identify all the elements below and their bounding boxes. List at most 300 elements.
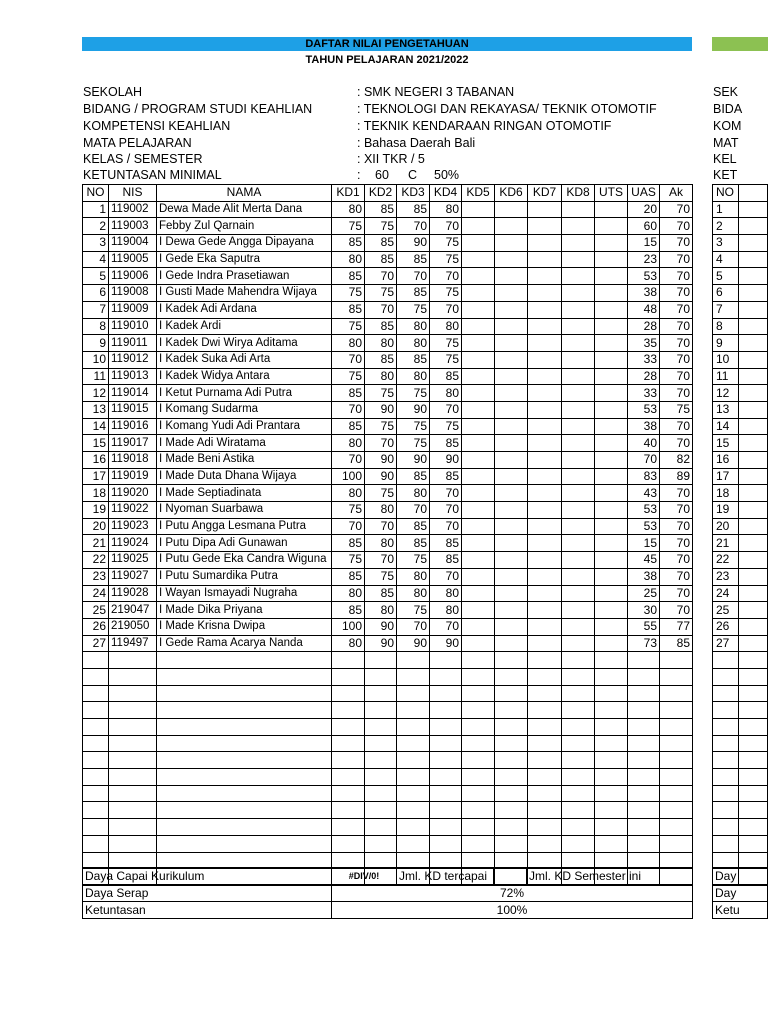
cell-no: 27 <box>83 635 109 652</box>
student-nis: 119006 <box>109 268 157 285</box>
table-row <box>83 452 693 469</box>
table-row <box>83 502 693 519</box>
cell-ak: 70 <box>660 318 693 335</box>
cell-kd2: 75 <box>365 385 397 402</box>
cell-empty <box>528 752 562 769</box>
subject-label: MATA PELAJARAN <box>83 136 192 150</box>
cell-empty <box>495 702 528 719</box>
empty-row <box>83 752 693 769</box>
cell-kd2: 70 <box>365 552 397 569</box>
empty-row <box>83 769 693 786</box>
cell-empty <box>628 719 660 736</box>
cell-empty <box>495 401 528 418</box>
column-header: KD7 <box>528 185 562 202</box>
cell-empty <box>462 602 495 619</box>
grade-table <box>82 184 693 886</box>
cell-empty <box>430 819 462 836</box>
cell-ak: 77 <box>660 618 693 635</box>
cell-no: 10 <box>83 351 109 368</box>
cell-empty <box>495 652 528 669</box>
cell-empty <box>595 668 628 685</box>
cell-empty <box>660 785 693 802</box>
student-nis: 119015 <box>109 401 157 418</box>
next-sheet-row-number: 2 <box>713 218 739 235</box>
next-sheet-row-number: 10 <box>713 351 739 368</box>
cell-empty <box>495 552 528 569</box>
cell-empty <box>495 335 528 352</box>
cell-kd2: 75 <box>365 568 397 585</box>
next-sheet-row-number: 15 <box>713 435 739 452</box>
cell-empty <box>528 602 562 619</box>
cell-empty <box>430 802 462 819</box>
cell-empty <box>462 301 495 318</box>
student-name: I Kadek Adi Ardana <box>157 301 332 318</box>
cell-empty <box>462 769 495 786</box>
cell-empty <box>528 802 562 819</box>
cell-ak: 70 <box>660 485 693 502</box>
cell-kd2: 85 <box>365 351 397 368</box>
subject-value: : Bahasa Daerah Bali <box>357 136 476 150</box>
cell-no: 24 <box>83 585 109 602</box>
cell-empty <box>528 318 562 335</box>
table-row <box>83 535 693 552</box>
cell-empty <box>595 618 628 635</box>
cell-no: 13 <box>83 401 109 418</box>
next-sheet-row-number: 6 <box>713 285 739 302</box>
cell-kd3: 75 <box>397 418 430 435</box>
next-sheet-label: KET <box>713 168 738 182</box>
cell-empty <box>430 752 462 769</box>
cell-empty <box>83 802 109 819</box>
cell-empty <box>562 585 595 602</box>
cell-empty <box>397 769 430 786</box>
cell-empty <box>528 668 562 685</box>
cell-empty <box>660 652 693 669</box>
next-sheet-row-number: 25 <box>713 602 739 619</box>
cell-empty <box>562 235 595 252</box>
cell-empty <box>562 602 595 619</box>
cell-kd2: 75 <box>365 218 397 235</box>
cell-no: 19 <box>83 502 109 519</box>
student-name: I Komang Yudi Adi Prantara <box>157 418 332 435</box>
next-sheet-row-number: 16 <box>713 452 739 469</box>
cell-empty <box>562 318 595 335</box>
cell-uas: 55 <box>628 618 660 635</box>
minimum-label: KETUNTASAN MINIMAL <box>83 168 222 182</box>
cell-empty <box>365 769 397 786</box>
cell-empty <box>109 802 157 819</box>
cell-empty <box>83 769 109 786</box>
cell-kd4: 85 <box>430 368 462 385</box>
cell-kd4: 80 <box>430 318 462 335</box>
empty-row <box>83 785 693 802</box>
cell-kd1: 80 <box>332 335 365 352</box>
cell-uas: 28 <box>628 318 660 335</box>
cell-empty <box>562 351 595 368</box>
cell-empty <box>365 785 397 802</box>
cell-kd1: 85 <box>332 418 365 435</box>
cell-empty <box>495 719 528 736</box>
student-name: I Gede Indra Prasetiawan <box>157 268 332 285</box>
cell-empty <box>109 835 157 852</box>
table-row <box>83 301 693 318</box>
cell-empty <box>660 668 693 685</box>
student-nis: 219050 <box>109 618 157 635</box>
table-row <box>83 285 693 302</box>
cell-ak: 70 <box>660 385 693 402</box>
cell-empty <box>562 668 595 685</box>
kd-reached-value <box>494 868 527 885</box>
next-sheet-row-number: 13 <box>713 401 739 418</box>
cell-kd3: 90 <box>397 452 430 469</box>
cell-kd3: 90 <box>397 635 430 652</box>
cell-empty <box>397 735 430 752</box>
cell-empty <box>495 318 528 335</box>
cell-empty <box>495 518 528 535</box>
student-name: I Gede Eka Saputra <box>157 251 332 268</box>
cell-empty <box>109 735 157 752</box>
student-name: Febby Zul Qarnain <box>157 218 332 235</box>
next-sheet-row-number: 3 <box>713 235 739 252</box>
cell-uas: 53 <box>628 518 660 535</box>
cell-kd2: 70 <box>365 301 397 318</box>
cell-kd1: 85 <box>332 301 365 318</box>
cell-empty <box>109 668 157 685</box>
minimum-grade: C <box>408 168 418 182</box>
cell-empty <box>562 719 595 736</box>
column-header: Ak <box>660 185 693 202</box>
student-nis: 119008 <box>109 285 157 302</box>
cell-empty <box>462 502 495 519</box>
cell-ak: 70 <box>660 435 693 452</box>
cell-ak: 70 <box>660 418 693 435</box>
cell-kd1: 75 <box>332 218 365 235</box>
cell-uas: 48 <box>628 301 660 318</box>
student-name: I Kadek Dwi Wirya Aditama <box>157 335 332 352</box>
summary-row-curriculum <box>83 868 693 885</box>
cell-empty <box>562 435 595 452</box>
cell-empty <box>562 418 595 435</box>
school-label: SEKOLAH <box>83 85 143 99</box>
cell-empty <box>528 835 562 852</box>
cell-empty <box>528 335 562 352</box>
cell-kd3: 90 <box>397 401 430 418</box>
cell-empty <box>595 251 628 268</box>
cell-empty <box>528 635 562 652</box>
cell-empty <box>397 652 430 669</box>
table-row <box>83 602 693 619</box>
cell-empty <box>462 685 495 702</box>
cell-kd3: 80 <box>397 485 430 502</box>
cell-kd3: 85 <box>397 251 430 268</box>
absorption-value: 72% <box>332 885 693 902</box>
next-sheet-row-number: 23 <box>713 568 739 585</box>
cell-uas: 38 <box>628 568 660 585</box>
cell-no: 3 <box>83 235 109 252</box>
cell-empty <box>109 785 157 802</box>
cell-empty <box>562 635 595 652</box>
cell-no: 2 <box>83 218 109 235</box>
empty-row <box>83 719 693 736</box>
student-name: I Ketut Purnama Adi Putra <box>157 385 332 402</box>
cell-empty <box>528 268 562 285</box>
cell-kd4: 90 <box>430 635 462 652</box>
cell-kd2: 85 <box>365 251 397 268</box>
cell-empty <box>462 668 495 685</box>
cell-kd4: 80 <box>430 602 462 619</box>
cell-empty <box>332 719 365 736</box>
table-row <box>83 568 693 585</box>
cell-kd3: 70 <box>397 218 430 235</box>
cell-ak: 70 <box>660 368 693 385</box>
cell-empty <box>595 318 628 335</box>
cell-empty <box>109 652 157 669</box>
cell-empty <box>462 418 495 435</box>
cell-kd1: 80 <box>332 585 365 602</box>
cell-empty <box>83 668 109 685</box>
cell-kd4: 75 <box>430 351 462 368</box>
cell-no: 22 <box>83 552 109 569</box>
cell-empty <box>595 418 628 435</box>
cell-no: 14 <box>83 418 109 435</box>
cell-empty <box>332 785 365 802</box>
cell-empty <box>595 351 628 368</box>
cell-ak: 82 <box>660 452 693 469</box>
cell-empty <box>562 652 595 669</box>
cell-kd3: 85 <box>397 285 430 302</box>
table-row <box>83 201 693 218</box>
next-sheet-row-number: 22 <box>713 552 739 569</box>
cell-kd3: 85 <box>397 468 430 485</box>
cell-kd1: 75 <box>332 552 365 569</box>
cell-uas: 23 <box>628 251 660 268</box>
cell-empty <box>462 285 495 302</box>
cell-empty <box>595 502 628 519</box>
cell-uas: 33 <box>628 351 660 368</box>
column-header: KD1 <box>332 185 365 202</box>
cell-empty <box>562 218 595 235</box>
cell-ak: 70 <box>660 568 693 585</box>
table-row <box>83 335 693 352</box>
cell-kd4: 70 <box>430 218 462 235</box>
student-nis: 119017 <box>109 435 157 452</box>
cell-empty <box>528 435 562 452</box>
column-header: KD4 <box>430 185 462 202</box>
cell-kd4: 70 <box>430 485 462 502</box>
cell-kd1: 75 <box>332 318 365 335</box>
cell-kd2: 75 <box>365 485 397 502</box>
column-header: NO <box>83 185 109 202</box>
cell-ak: 75 <box>660 401 693 418</box>
cell-empty <box>462 802 495 819</box>
cell-empty <box>109 702 157 719</box>
student-name: I Putu Sumardika Putra <box>157 568 332 585</box>
student-name: I Made Krisna Dwipa <box>157 618 332 635</box>
student-name: I Dewa Gede Angga Dipayana <box>157 235 332 252</box>
cell-kd4: 70 <box>430 568 462 585</box>
cell-kd4: 75 <box>430 335 462 352</box>
cell-empty <box>495 635 528 652</box>
cell-empty <box>495 685 528 702</box>
student-name: I Putu Dipa Adi Gunawan <box>157 535 332 552</box>
cell-empty <box>528 301 562 318</box>
cell-empty <box>462 618 495 635</box>
cell-empty <box>595 285 628 302</box>
empty-row <box>83 835 693 852</box>
table-row <box>83 468 693 485</box>
student-nis: 119027 <box>109 568 157 585</box>
cell-empty <box>495 201 528 218</box>
cell-empty <box>528 702 562 719</box>
cell-empty <box>562 568 595 585</box>
next-sheet-row-number: 12 <box>713 385 739 402</box>
cell-empty <box>109 685 157 702</box>
next-sheet-label: KOM <box>713 119 742 133</box>
cell-empty <box>562 201 595 218</box>
cell-kd4: 75 <box>430 418 462 435</box>
next-sheet-label: BIDA <box>713 102 743 116</box>
cell-empty <box>332 835 365 852</box>
cell-kd3: 75 <box>397 435 430 452</box>
student-nis: 119011 <box>109 335 157 352</box>
cell-empty <box>628 685 660 702</box>
cell-empty <box>528 568 562 585</box>
student-name: I Putu Gede Eka Candra Wiguna <box>157 552 332 569</box>
cell-empty <box>462 351 495 368</box>
cell-empty <box>495 585 528 602</box>
cell-empty <box>109 769 157 786</box>
next-sheet-header: NO <box>713 185 739 202</box>
school-value: : SMK NEGERI 3 TABANAN <box>357 85 515 99</box>
cell-kd4: 75 <box>430 251 462 268</box>
cell-empty <box>595 368 628 385</box>
cell-empty <box>462 535 495 552</box>
cell-no: 4 <box>83 251 109 268</box>
cell-empty <box>528 235 562 252</box>
cell-kd2: 75 <box>365 418 397 435</box>
cell-ak: 70 <box>660 301 693 318</box>
cell-kd4: 70 <box>430 401 462 418</box>
cell-kd3: 85 <box>397 201 430 218</box>
cell-empty <box>495 301 528 318</box>
cell-no: 17 <box>83 468 109 485</box>
next-sheet-row-number: 5 <box>713 268 739 285</box>
minimum-score: 60 <box>375 168 389 182</box>
cell-ak: 70 <box>660 351 693 368</box>
cell-no: 12 <box>83 385 109 402</box>
cell-empty <box>462 752 495 769</box>
cell-empty <box>628 819 660 836</box>
next-sheet-label: SEK <box>713 85 739 99</box>
student-nis: 119002 <box>109 201 157 218</box>
cell-empty <box>462 552 495 569</box>
cell-empty <box>562 702 595 719</box>
table-row <box>83 418 693 435</box>
cell-ak: 70 <box>660 218 693 235</box>
next-sheet-footer-label: Ketu <box>713 902 768 919</box>
cell-kd1: 75 <box>332 285 365 302</box>
cell-empty <box>462 268 495 285</box>
cell-empty <box>562 552 595 569</box>
cell-kd4: 70 <box>430 518 462 535</box>
cell-empty <box>562 735 595 752</box>
cell-empty <box>495 618 528 635</box>
cell-kd2: 90 <box>365 468 397 485</box>
cell-empty <box>628 702 660 719</box>
student-nis: 119020 <box>109 485 157 502</box>
cell-kd1: 75 <box>332 502 365 519</box>
next-sheet-row-number: 19 <box>713 502 739 519</box>
info-row-school <box>83 84 703 100</box>
cell-empty <box>495 218 528 235</box>
cell-empty <box>528 485 562 502</box>
cell-no: 15 <box>83 435 109 452</box>
cell-empty <box>595 802 628 819</box>
student-nis: 119023 <box>109 518 157 535</box>
cell-empty <box>562 785 595 802</box>
absorption-label: Daya Serap <box>83 885 332 902</box>
next-sheet-footer-label: Day <box>713 885 768 902</box>
cell-empty <box>365 719 397 736</box>
cell-empty <box>628 735 660 752</box>
cell-empty <box>462 585 495 602</box>
cell-empty <box>595 568 628 585</box>
cell-empty <box>83 685 109 702</box>
cell-uas: 70 <box>628 452 660 469</box>
program-value: : TEKNOLOGI DAN REKAYASA/ TEKNIK OTOMOTIF <box>357 102 657 116</box>
student-nis: 119003 <box>109 218 157 235</box>
cell-uas: 60 <box>628 218 660 235</box>
info-row-minimum <box>83 167 703 183</box>
cell-ak: 70 <box>660 268 693 285</box>
cell-kd1: 70 <box>332 452 365 469</box>
cell-empty <box>660 835 693 852</box>
program-label: BIDANG / PROGRAM STUDI KEAHLIAN <box>83 102 313 116</box>
cell-empty <box>430 685 462 702</box>
cell-kd3: 75 <box>397 602 430 619</box>
cell-empty <box>462 518 495 535</box>
cell-empty <box>562 285 595 302</box>
cell-empty <box>660 735 693 752</box>
cell-kd3: 85 <box>397 518 430 535</box>
cell-uas: 15 <box>628 535 660 552</box>
cell-empty <box>462 652 495 669</box>
cell-empty <box>595 452 628 469</box>
cell-empty <box>462 485 495 502</box>
cell-no: 16 <box>83 452 109 469</box>
next-sheet-row-number: 14 <box>713 418 739 435</box>
cell-no: 6 <box>83 285 109 302</box>
completion-label: Ketuntasan <box>83 902 332 919</box>
student-nis: 119016 <box>109 418 157 435</box>
empty-row <box>83 685 693 702</box>
cell-empty <box>562 452 595 469</box>
empty-row <box>83 652 693 669</box>
cell-empty <box>528 819 562 836</box>
cell-kd2: 80 <box>365 335 397 352</box>
cell-empty <box>562 385 595 402</box>
student-nis: 119497 <box>109 635 157 652</box>
cell-kd4: 85 <box>430 468 462 485</box>
sheet-title: DAFTAR NILAI PENGETAHUAN <box>305 38 469 50</box>
cell-kd3: 90 <box>397 235 430 252</box>
cell-ak: 70 <box>660 535 693 552</box>
cell-empty <box>528 201 562 218</box>
cell-kd3: 80 <box>397 335 430 352</box>
minimum-colon: : <box>357 168 361 182</box>
cell-empty <box>462 218 495 235</box>
table-row <box>83 385 693 402</box>
